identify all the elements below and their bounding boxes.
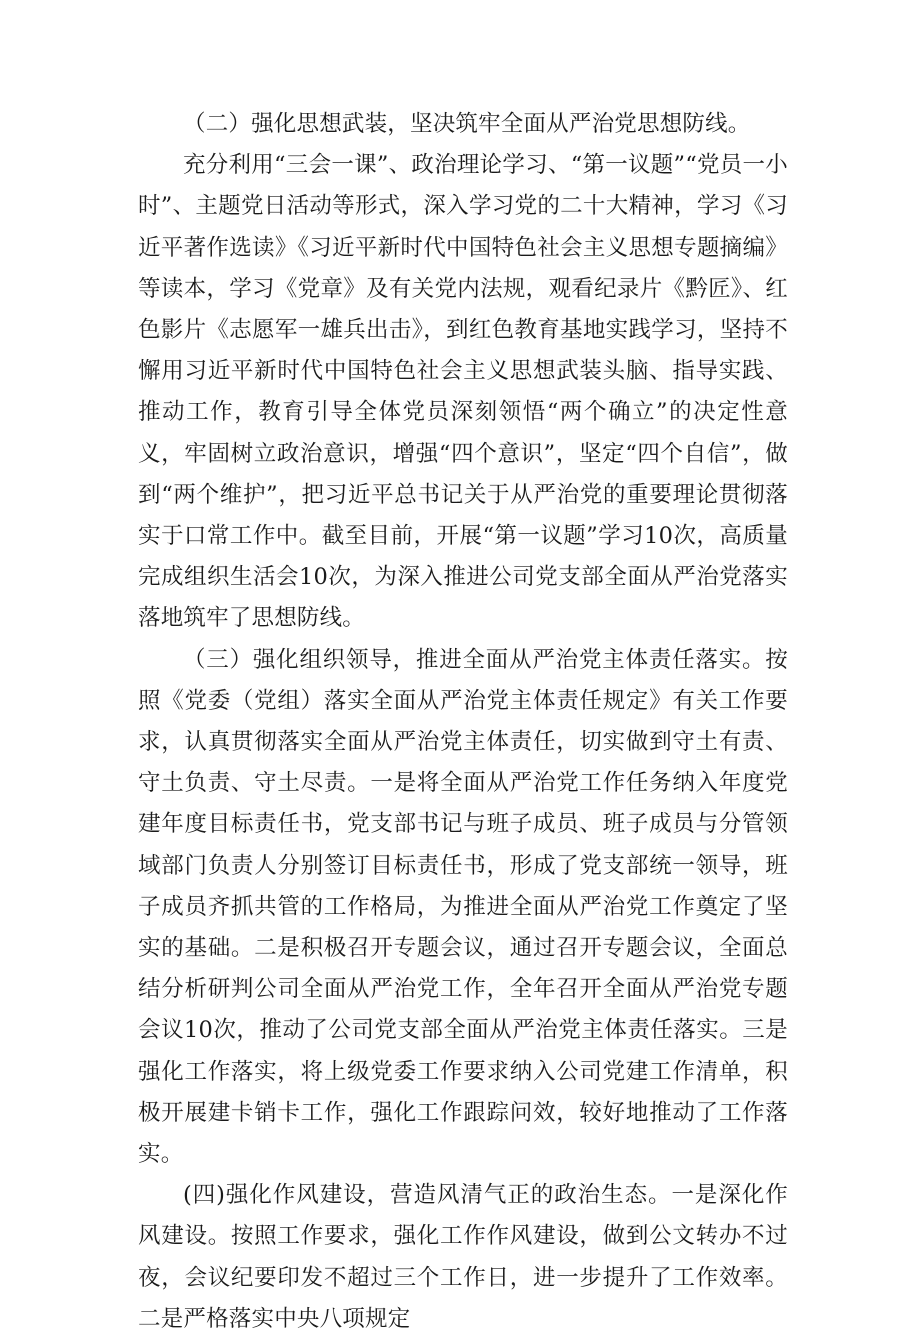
section-heading-2: （二）强化思想武装，坚决筑牢全面从严治党思想防线。 bbox=[183, 111, 751, 137]
paragraph-ideology: 充分利用“三会一课”、政治理论学习、“第一议题”“党员一小时”、主题党日活动等形式，深入学习党的二十大精神，学习《习近平著作选读》《习近平新时代中国特色社会主义思想专题摘编》等读本，学习《党章》及有关党内法规，观看纪录片《黔匠》、红色影片《志愿军一雄兵出击》，到红色教育基地实践学习，坚持不懈用习近平新时代中国特色社会主义思想武装头脑、指导实践、推动工作，教育引导全体党员深刻领悟“两个确立”的决定性意义，牢固树立政治意识，增强“四个意识”，坚定“四个自信”，做到“两个维护”，把习近平总书记关于从严治党的重要理论贯彻落实于口常工作中。截至目前，开展“第一议题”学习10次，高质量完成组织生活会10次，为深入推进公司党支部全面从严治党落实落地筑牢了思想防线。 bbox=[138, 152, 788, 632]
section-3-paragraph: （三）强化组织领导，推进全面从严治党主体责任落实。按照《党委（党组）落实全面从严治党主体责任规定》有关工作要求，认真贯彻落实全面从严治党主体责任，切实做到守土有责、守土负责、守土尽责。一是将全面从严治党工作任务纳入年度党建年度目标责任书，党支部书记与班子成员、班子成员与分管领域部门负责人分别签订目标责任书，形成了党支部统一领导，班子成员齐抓共管的工作格局，为推进全面从严治党工作奠定了坚实的基础。二是积极召开专题会议，通过召开专题会议，全面总结分析研判公司全面从严治党工作，全年召开全面从严治党专题会议10次，推动了公司党支部全面从严治党主体责任落实。三是强化工作落实，将上级党委工作要求纳入公司党建工作清单，积极开展建卡销卡工作，强化工作跟踪问效，较好地推动了工作落实。 bbox=[138, 646, 788, 1168]
section-4-paragraph: (四)强化作风建设，营造风清气正的政治生态。一是深化作风建设。按照工作要求，强化工作作风建设，做到公文转办不过夜，会议纪要印发不超过三个工作日，进一步提升了工作效率。二是严格落实中央八项规定 bbox=[138, 1182, 788, 1332]
document-body bbox=[138, 104, 788, 1340]
